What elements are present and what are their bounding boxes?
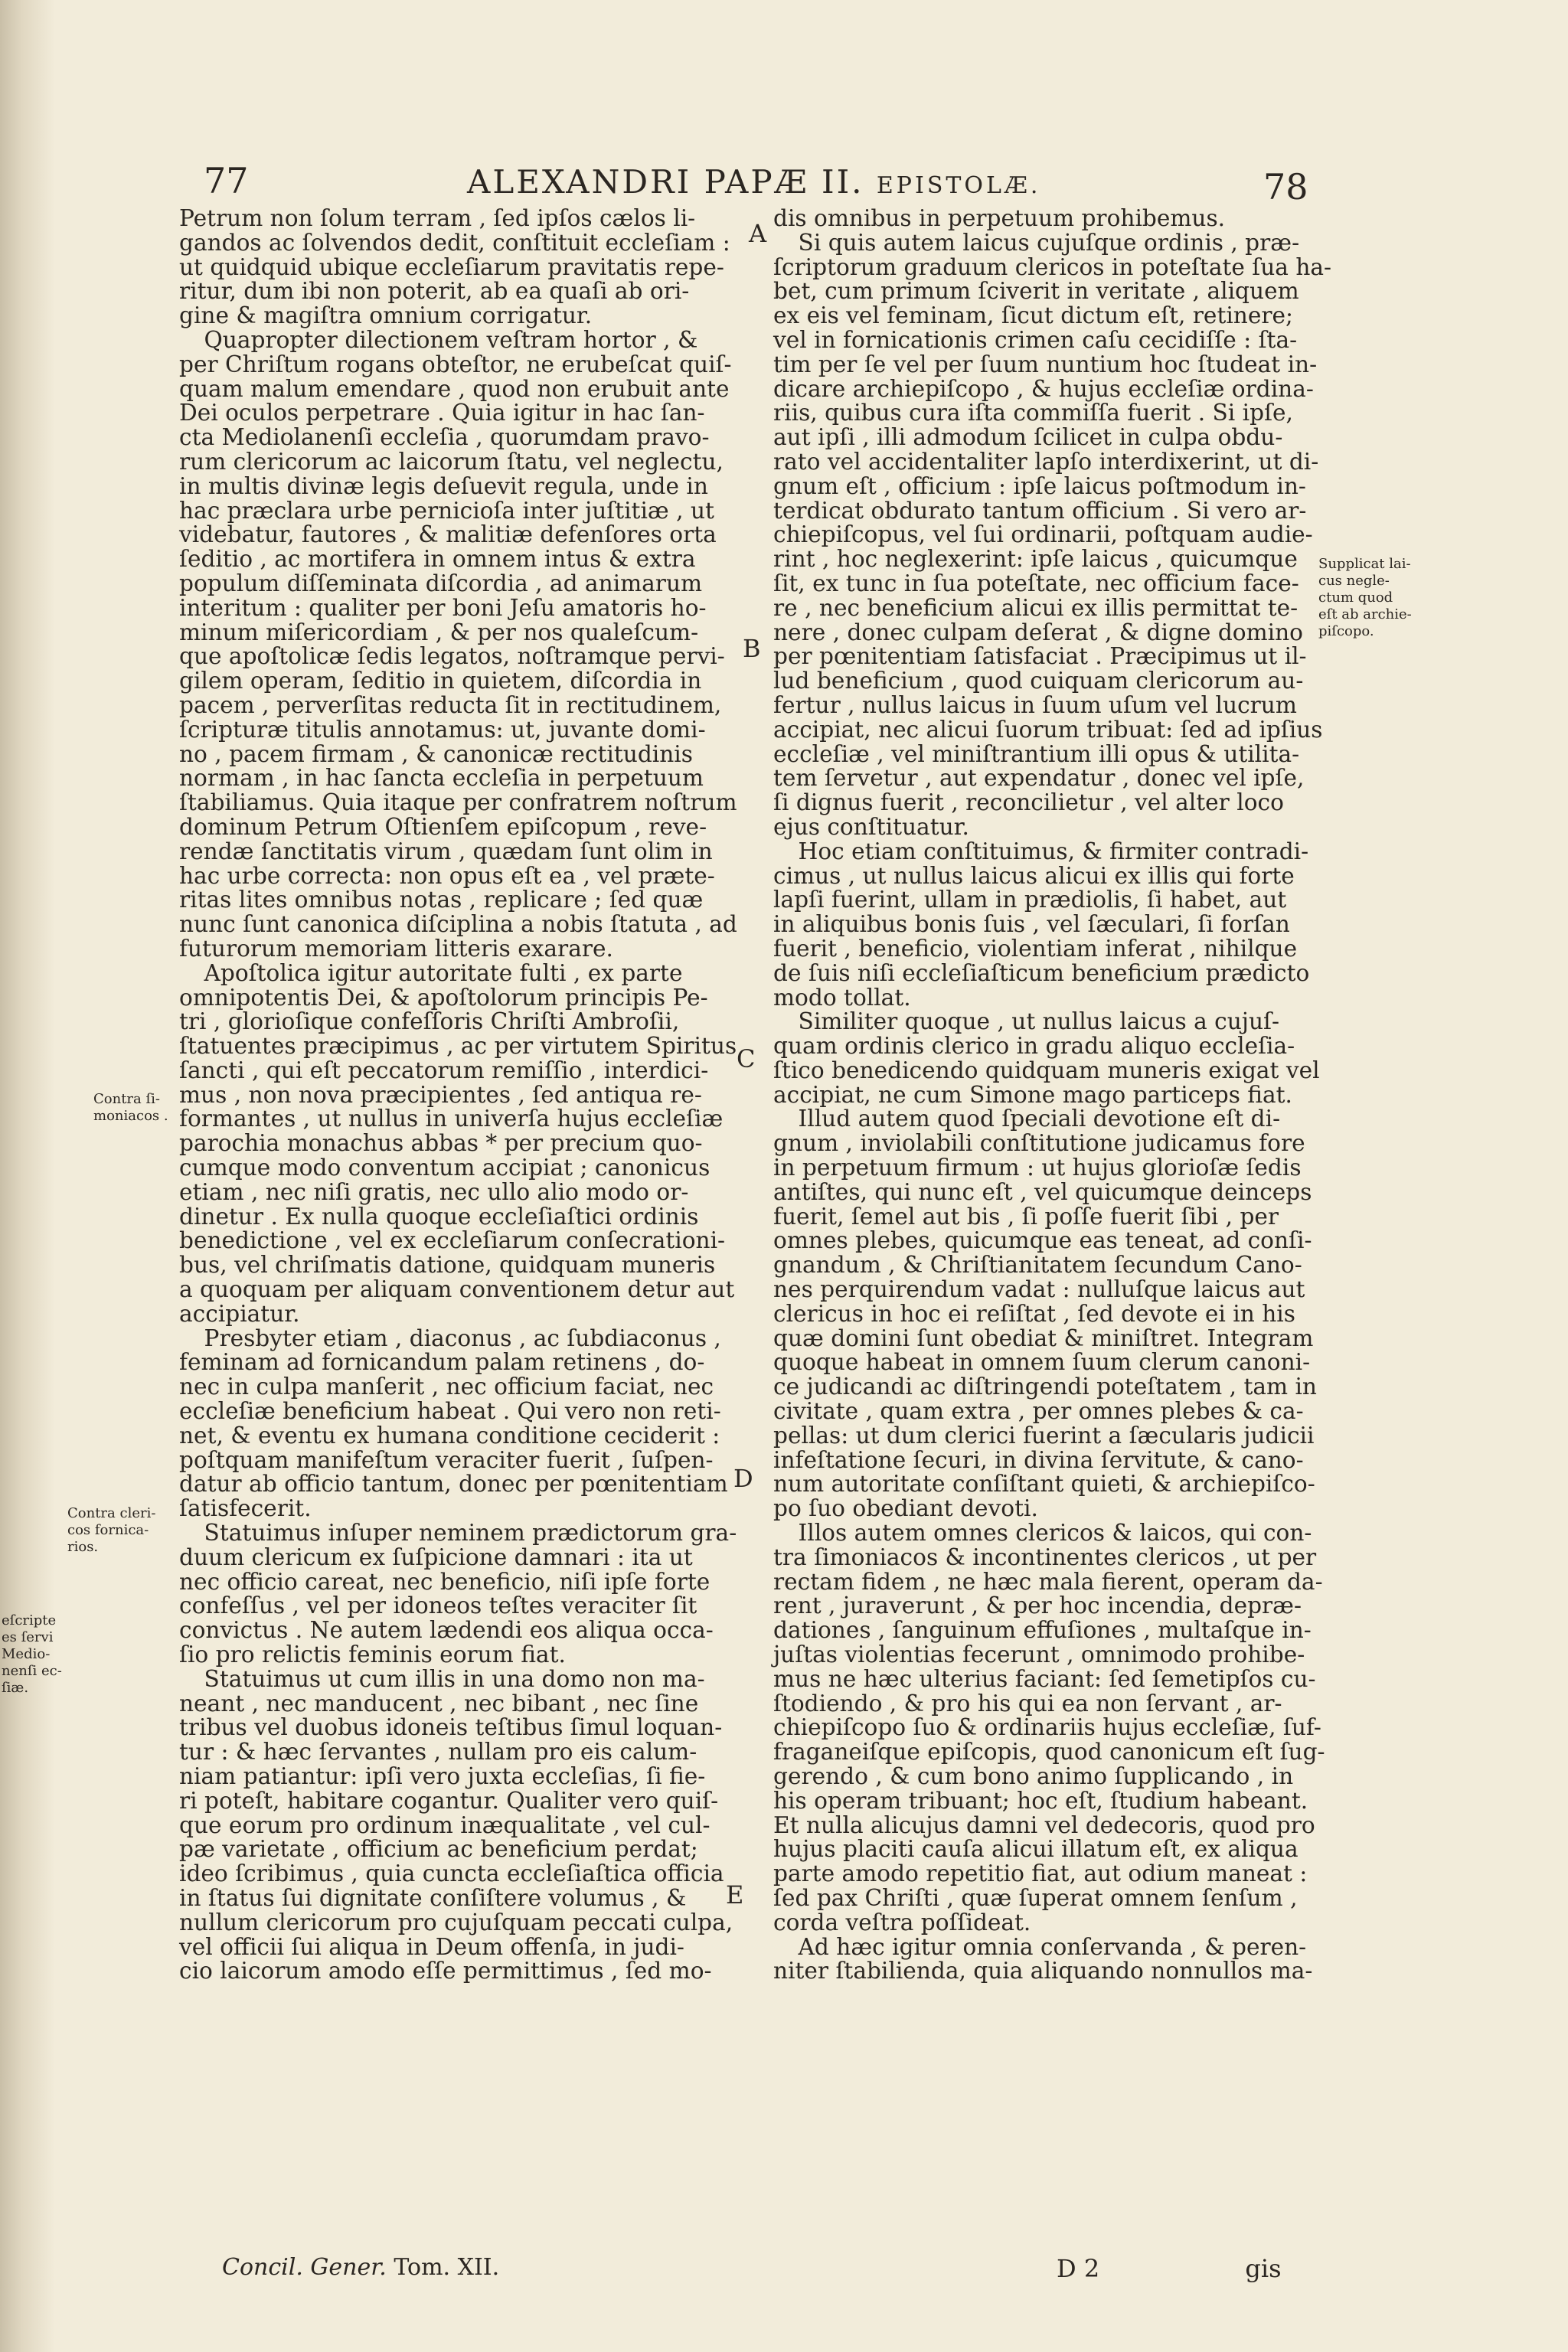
margin-note-line: Contra ſi-: [93, 1091, 160, 1107]
margin-note-line: piſcopo.: [1318, 623, 1374, 639]
signature-mark: D 2: [1057, 2254, 1100, 2283]
text-line: normam , in hac ſancta eccleſia in perpetuum: [179, 765, 704, 792]
text-line: ſtabiliamus. Quia itaque per confratrem noſtrum: [179, 789, 737, 816]
text-line: gilem operam, ſeditio in quietem, diſcordia in: [179, 668, 702, 694]
text-line: rendæ ſanctitatis virum , quædam ſunt olim in: [179, 838, 713, 864]
right-text-column: [773, 205, 1332, 1984]
margin-note-supplicat: [1318, 556, 1412, 640]
text-line: convictus . Ne autem lædendi eos aliqua occa-: [179, 1617, 714, 1644]
text-line: antiſtes, qui nunc eſt , vel quicumque deinceps: [773, 1178, 1312, 1205]
margin-note-line: es ſervi: [2, 1629, 54, 1645]
text-line: no , pacem firmam , & canonicæ rectitudinis: [179, 740, 693, 767]
left-text-column: [179, 205, 737, 1984]
text-line: accipiat, nec alicui ſuorum tribuat: ſed ad ipſius: [773, 716, 1323, 743]
text-line: tri , glorioſique confeſſoris Chriſti Ambroſii,: [179, 1008, 680, 1035]
text-line: tem ſervetur , aut expendatur , donec vel ipſe,: [773, 765, 1305, 792]
section-letter-a: A: [749, 219, 767, 248]
text-line: ſed pax Chriſti , quæ ſuperat omnem ſenſum ,: [773, 1884, 1298, 1911]
text-line: Presbyter etiam , diaconus , ac ſubdiaconus ,: [204, 1325, 721, 1351]
text-line: ſtico benedicendo quidquam muneris exigat vel: [773, 1057, 1320, 1083]
text-line: Ad hæc igitur omnia conſervanda , & peren-: [798, 1933, 1307, 1960]
text-line: nere , donec culpam deſerat , & digne domino: [773, 619, 1303, 645]
page-number-right: 78: [1263, 166, 1308, 207]
running-title: [467, 163, 1040, 201]
text-line: dicare archiepiſcopo , & hujus eccleſiæ ordina-: [773, 375, 1314, 402]
text-line: ideo ſcribimus , quia cuncta eccleſiaſtica officia: [179, 1860, 724, 1887]
text-line: ſtodiendo , & pro his qui ea non ſervant , ar-: [773, 1690, 1282, 1717]
margin-note-contra-simoniacos: [93, 1091, 168, 1125]
text-line: in multis divinæ legis deſuevit regula, unde in: [179, 472, 708, 499]
text-line: dinetur . Ex nulla quoque eccleſiaſtici ordinis: [179, 1203, 699, 1230]
text-line: datur ab officio tantum, donec per pœnitentiam: [179, 1471, 728, 1498]
text-line: lapſi fuerint, ullam in prædiolis, ſi habet, aut: [773, 887, 1287, 913]
text-line: ſeditio , ac mortifera in omnem intus & extra: [179, 546, 696, 573]
margin-note-line: Contra cleri-: [67, 1505, 156, 1521]
catchword: gis: [1245, 2254, 1282, 2283]
text-line: dis omnibus in perpetuum prohibemus.: [773, 205, 1226, 231]
text-line: populum diſſeminata diſcordia , ad animarum: [179, 570, 703, 596]
text-line: ſatisfecerit.: [179, 1495, 312, 1522]
text-line: clericus in hoc ei reſiſtat , ſed devote ei in his: [773, 1300, 1295, 1327]
text-line: nunc ſunt canonica diſciplina a nobis ſtatuta , ad: [179, 911, 737, 938]
text-line: feminam ad fornicandum palam retinens , do-: [179, 1349, 705, 1376]
text-line: gnum , inviolabili conſtitutione judicamus fore: [773, 1130, 1305, 1157]
text-line: que apoſtolicæ ſedis legatos, noſtramque pervi-: [179, 643, 725, 670]
text-line: dationes , ſanguinum effuſiones , multaſque in-: [773, 1617, 1312, 1644]
text-line: nes perquirendum vadat : nulluſque laicus aut: [773, 1276, 1305, 1303]
text-line: fraganeiſque epiſcopis, quod canonicum eſt ſug-: [773, 1739, 1325, 1766]
text-line: ſcriptorum graduum clericos in poteſtate ſua ha-: [773, 253, 1332, 280]
text-line: Dei oculos perpetrare . Quia igitur in hac ſan-: [179, 400, 705, 426]
text-line: dominum Petrum Oſtienſem epiſcopum , reve-: [179, 813, 707, 840]
text-line: chiepiſcopus, vel ſui ordinarii, poſtquam audie-: [773, 521, 1313, 548]
text-line: eccleſiæ , vel miniſtrantium illi opus & utilita-: [773, 740, 1300, 767]
text-line: fuerit, ſemel aut bis , ſi poſſe fuerit ſibi , per: [773, 1203, 1279, 1230]
text-line: minum miſericordiam , & per nos qualeſcum-: [179, 619, 699, 645]
text-line: chiepiſcopo ſuo & ordinariis hujus eccleſiæ, ſuf-: [773, 1714, 1321, 1741]
margin-note-line: rios.: [67, 1539, 99, 1555]
text-line: bet, cum primum ſciverit in veritate , aliquem: [773, 278, 1299, 305]
text-line: poſtquam manifeſtum veraciter fuerit , ſuſpen-: [179, 1446, 714, 1473]
text-line: bus, vel chriſmatis datione, quidquam muneris: [179, 1252, 716, 1279]
text-line: ſio pro relictis feminis eorum fiat.: [179, 1642, 566, 1668]
text-line: po ſuo obediant devoti.: [773, 1495, 1038, 1522]
page-number-left: 77: [204, 160, 249, 201]
text-line: ritur, dum ibi non poterit, ab ea quaſi ab ori-: [179, 278, 690, 305]
text-line: Si quis autem laicus cujuſque ordinis , præ-: [798, 229, 1300, 256]
margin-note-line: Supplicat lai-: [1318, 556, 1411, 572]
text-line: gine & magiſtra omnium corrigatur.: [179, 302, 593, 329]
margin-note-line: eſcripte: [2, 1612, 57, 1628]
text-line: rato vel accidentaliter lapſo interdixerint, ut di-: [773, 448, 1319, 475]
text-line: Petrum non ſolum terram , ſed ipſos cælos li-: [179, 205, 696, 231]
text-line: his operam tribuant; hoc eſt, ſtudium habeant.: [773, 1787, 1308, 1814]
text-line: rint , hoc neglexerint: ipſe laicus , quicumque: [773, 546, 1298, 573]
text-line: mus , non nova præcipientes , ſed antiqua re-: [179, 1081, 702, 1108]
text-line: accipiat, ne cum Simone mago particeps fiat.: [773, 1081, 1292, 1108]
text-line: ce judicandi ac diſtringendi poteſtatem , tam in: [773, 1374, 1317, 1400]
text-line: per Chriſtum rogans obteſtor, ne erubeſcat quiſ-: [179, 351, 732, 377]
text-line: tur : & hæc ſervantes , nullam pro eis calum-: [179, 1739, 697, 1766]
text-line: pæ varietate , officium ac beneficium perdat;: [179, 1836, 698, 1863]
text-line: corda veſtra poſſideat.: [773, 1909, 1031, 1936]
text-line: de ſuis niſi eccleſiaſticum beneficium prædicto: [773, 959, 1310, 986]
text-line: net, & eventu ex humana conditione ceciderit :: [179, 1422, 720, 1449]
binding-gutter: [0, 0, 55, 2352]
text-line: formantes , ut nullus in univerſa hujus eccleſiæ: [179, 1106, 724, 1132]
text-line: hujus placiti cauſa alicui illatum eſt, ex aliqua: [773, 1836, 1298, 1863]
text-line: quam ordinis clerico in gradu aliquo eccleſia-: [773, 1033, 1295, 1060]
text-line: ſit, ex tunc in ſua poteſtate, nec officium face-: [773, 570, 1299, 596]
text-line: interitum : qualiter per boni Jeſu amatoris ho-: [179, 594, 707, 621]
text-line: per pœnitentiam ſatisfaciat . Præcipimus ut il-: [773, 643, 1307, 670]
text-line: quoque habeat in omnem ſuum clerum canoni-: [773, 1349, 1311, 1376]
text-line: gandos ac ſolvendos dedit, conſtituit eccleſiam :: [179, 229, 730, 256]
section-letter-c: C: [737, 1044, 756, 1073]
footer-concil: Concil. Gener.: [222, 2254, 387, 2281]
margin-note-contra-clericos: [67, 1505, 155, 1556]
text-line: fuerit , beneficio, violentiam inferat , nihilque: [773, 935, 1298, 962]
text-line: Hoc etiam conſtituimus, & firmiter contradi-: [798, 838, 1309, 864]
section-letter-d: D: [733, 1464, 753, 1493]
text-line: ſi dignus fuerit , reconcilietur , vel alter loco: [773, 789, 1284, 816]
text-line: cumque modo conventum accipiat ; canonicus: [179, 1155, 710, 1181]
text-line: rent , juraverunt , & per hoc incendia, depræ-: [773, 1592, 1302, 1619]
text-line: pellas: ut dum clerici fuerint a ſæcularis judicii: [773, 1422, 1315, 1449]
text-line: Apoſtolica igitur autoritate fulti , ex parte: [204, 959, 683, 986]
text-line: ritas lites omnibus notas , replicare ; ſed quæ: [179, 887, 704, 913]
text-line: infeſtatione ſecuri, in divina ſervitute, & cano-: [773, 1446, 1304, 1473]
text-line: lud beneficium , quod cuiquam clericorum au-: [773, 668, 1304, 694]
margin-note-line: Medio-: [2, 1646, 51, 1662]
text-line: parte amodo repetitio fiat, aut odium maneat :: [773, 1860, 1308, 1887]
running-title-epistolae: EPISTOLÆ.: [876, 172, 1041, 199]
text-line: benedictione , vel ex eccleſiarum conſecrationi-: [179, 1227, 726, 1254]
text-line: parochia monachus abbas * per precium quo-: [179, 1130, 703, 1157]
text-line: vel in fornicationis crimen caſu cecidiſſe : ſta-: [773, 326, 1298, 353]
text-line: ſancti , qui eſt peccatorum remiſſio , interdici-: [179, 1057, 709, 1083]
text-line: Statuimus ut cum illis in una domo non ma-: [204, 1665, 705, 1692]
text-line: ex eis vel feminam, ſicut dictum eſt, retinere;: [773, 302, 1294, 329]
text-line: ſcripturæ titulis annotamus: ut, juvante domi-: [179, 716, 706, 743]
footer-tome: Tom. XII.: [394, 2254, 500, 2281]
text-line: Et nulla alicujus damni vel dedecoris, quod pro: [773, 1811, 1315, 1838]
margin-note-line: ctum quod: [1318, 590, 1393, 606]
margin-note-line: eſt ab archie-: [1318, 606, 1412, 622]
margin-note-line: ſiæ.: [2, 1680, 29, 1696]
text-line: nullum clericorum pro cujuſquam peccati culpa,: [179, 1909, 733, 1936]
text-line: a quoquam per aliquam conventionem detur aut: [179, 1276, 735, 1303]
margin-note-edge-fragment: [2, 1612, 62, 1697]
margin-note-line: nenſi ec-: [2, 1663, 62, 1679]
text-line: gerendo , & cum bono animo ſupplicando , in: [773, 1763, 1294, 1789]
text-line: re , nec beneficium alicui ex illis permittat te-: [773, 594, 1298, 621]
text-line: quam malum emendare , quod non erubuit ante: [179, 375, 730, 402]
text-line: Illud autem quod ſpeciali devotione eſt di-: [798, 1106, 1281, 1132]
text-line: pacem , perverſitas reducta ſit in rectitudinem,: [179, 691, 722, 718]
text-line: ſtatuentes præcipimus , ac per virtutem Spiritus: [179, 1033, 737, 1060]
text-line: in ſtatus ſui dignitate conſiſtere volumus , &: [179, 1884, 687, 1911]
text-line: videbatur, fautores , & malitiæ defenſores orta: [179, 521, 717, 548]
text-line: ut quidquid ubique eccleſiarum pravitatis repe-: [179, 253, 724, 280]
text-line: rectam fidem , ne hæc mala fierent, operam da-: [773, 1568, 1323, 1595]
text-line: nec in culpa manſerit , nec officium faciat, nec: [179, 1374, 714, 1400]
text-line: accipiatur.: [179, 1300, 300, 1327]
text-line: cio laicorum amodo eſſe permittimus , ſed mo-: [179, 1958, 712, 1984]
text-line: mus ne hæc ulterius faciant: ſed ſemetipſos cu-: [773, 1665, 1316, 1692]
text-line: num autoritate conſiſtant quieti, & archiepiſco-: [773, 1471, 1315, 1498]
text-line: Quapropter dilectionem veſtram hortor , &: [204, 326, 698, 353]
text-line: tribus vel duobus idoneis teſtibus ſimul loquan-: [179, 1714, 723, 1741]
text-line: cta Mediolanenſi eccleſia , quorumdam pravo-: [179, 424, 710, 451]
text-line: que eorum pro ordinum inæqualitate , vel cul-: [179, 1811, 710, 1838]
text-line: ri poteſt, habitare cogantur. Qualiter vero quiſ-: [179, 1787, 719, 1814]
footer-volume-line: [222, 2254, 499, 2281]
text-line: tim per ſe vel per ſuum nuntium hoc ſtudeat in-: [773, 351, 1318, 377]
text-line: fertur , nullus laicus in ſuum uſum vel lucrum: [773, 691, 1297, 718]
text-line: Statuimus inſuper neminem prædictorum gra-: [204, 1520, 737, 1547]
text-line: vel officii ſui aliqua in Deum offenſa, in judi-: [179, 1933, 684, 1960]
text-line: hac urbe correcta: non opus eſt ea , vel præte-: [179, 862, 715, 889]
text-line: ejus conſtituatur.: [773, 813, 969, 840]
text-line: quæ domini ſunt obediat & miniſtret. Integram: [773, 1325, 1314, 1351]
text-line: riis, quibus cura iſta commiſſa fuerit . Si ipſe,: [773, 400, 1293, 426]
text-line: in aliquibus bonis ſuis , vel ſæculari, ſi forſan: [773, 911, 1290, 938]
margin-note-line: moniacos .: [93, 1108, 168, 1124]
text-line: hac præclara urbe pernicioſa inter juſtitiæ , ut: [179, 497, 714, 524]
text-line: civitate , quam extra , per omnes plebes & ca-: [773, 1398, 1304, 1425]
text-line: Illos autem omnes clericos & laicos, qui con-: [798, 1520, 1312, 1547]
text-line: duum clericum ex ſuſpicione damnari : ita ut: [179, 1544, 693, 1570]
running-title-main: ALEXANDRI PAPÆ II.: [467, 163, 864, 201]
text-line: in perpetuum firmum : ut hujus glorioſæ ſedis: [773, 1155, 1302, 1181]
text-line: neant , nec manducent , nec bibant , nec ſine: [179, 1690, 699, 1717]
text-line: gnandum , & Chriſtianitatem ſecundum Cano-: [773, 1252, 1302, 1279]
text-line: nec officio careat, nec beneficio, niſi ipſe forte: [179, 1568, 710, 1595]
text-line: gnum eſt , officium : ipſe laicus poſtmodum in-: [773, 472, 1306, 499]
text-line: Similiter quoque , ut nullus laicus a cujuſ-: [798, 1008, 1279, 1035]
text-line: futurorum memoriam litteris exarare.: [179, 935, 613, 962]
text-line: aut ipſi , illi admodum ſcilicet in culpa obdu-: [773, 424, 1283, 451]
margin-note-line: cus negle-: [1318, 573, 1390, 589]
section-letter-b: B: [743, 634, 761, 663]
margin-note-line: cos fornica-: [67, 1522, 149, 1538]
text-line: cimus , ut nullus laicus alicui ex illis qui forte: [773, 862, 1295, 889]
footer-signature-line: [1057, 2254, 1282, 2283]
text-line: confeſſus , vel per idoneos teſtes veraciter ſit: [179, 1592, 697, 1619]
text-line: etiam , nec niſi gratis, nec ullo alio modo or-: [179, 1178, 689, 1205]
text-line: modo tollat.: [773, 984, 911, 1011]
text-line: juſtas violentias fecerunt , omnimodo prohibe-: [773, 1642, 1305, 1668]
text-line: tra ſimoniacos & incontinentes clericos , ut per: [773, 1544, 1317, 1570]
section-letter-e: E: [726, 1880, 744, 1909]
text-line: niam patiantur: ipſi vero juxta eccleſias, ſi fie-: [179, 1763, 706, 1789]
text-line: niter ſtabilienda, quia aliquando nonnullos ma-: [773, 1958, 1313, 1984]
text-line: eccleſiæ beneficium habeat . Qui vero non reti-: [179, 1398, 721, 1425]
text-line: rum clericorum ac laicorum ſtatu, vel neglectu,: [179, 448, 724, 475]
text-line: terdicat obdurato tantum officium . Si vero ar-: [773, 497, 1307, 524]
text-line: omnes plebes, quicumque eas teneat, ad conſi-: [773, 1227, 1312, 1254]
text-line: omnipotentis Dei, & apoſtolorum principis Pe-: [179, 984, 708, 1011]
running-header: [0, 157, 1568, 211]
